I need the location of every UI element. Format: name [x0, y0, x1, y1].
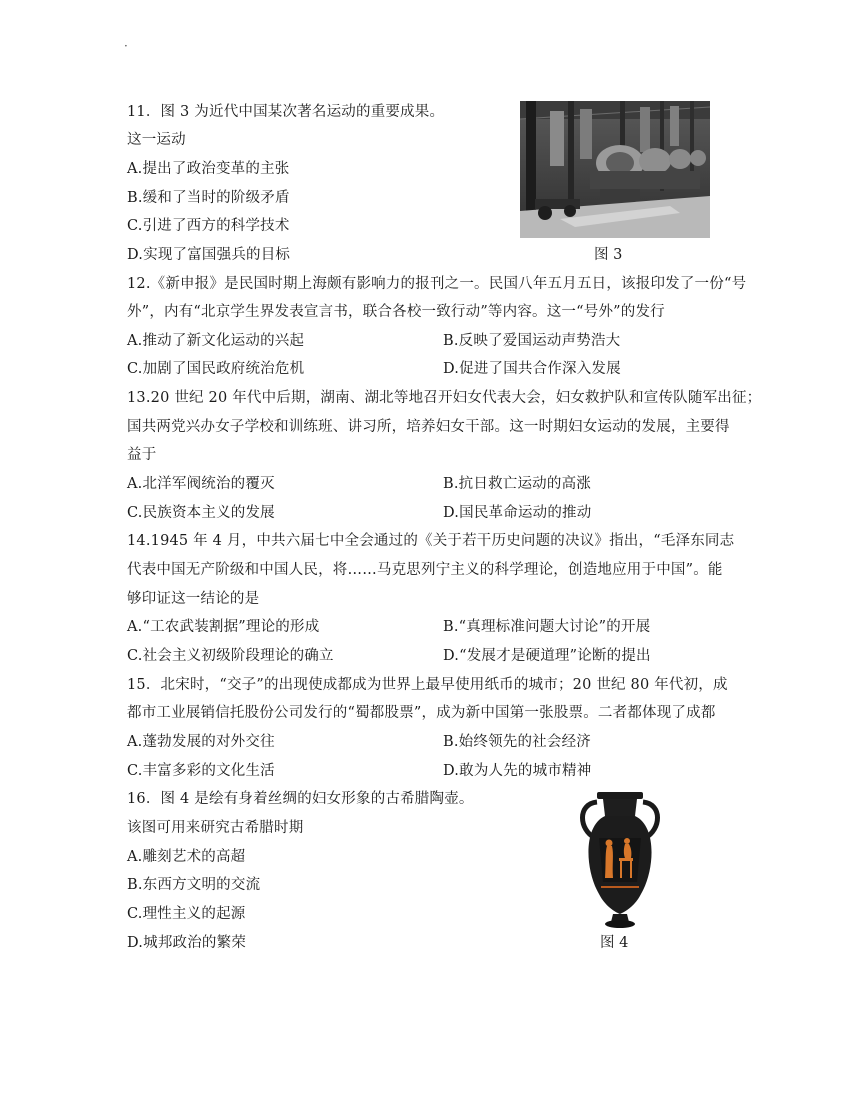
- q11-option-d[interactable]: D.实现了富国强兵的目标: [127, 247, 291, 263]
- q16-option-d[interactable]: D.城邦政治的繁荣: [127, 935, 247, 951]
- q14-option-a[interactable]: A.“工农武装割据”理论的形成: [127, 619, 320, 635]
- q15-option-c[interactable]: C.丰富多彩的文化生活: [127, 763, 275, 779]
- q14-stem-line-1: 14.1945 年 4 月，中共六届七中全会通过的《关于若干历史问题的决议》指出，“毛泽东同志: [127, 533, 735, 549]
- factory-photo-icon: [520, 101, 710, 238]
- q11-stem-line-1: 11．图 3 为近代中国某次著名运动的重要成果。: [127, 104, 445, 120]
- q11-option-b[interactable]: B.缓和了当时的阶级矛盾: [127, 190, 290, 206]
- q11-option-a[interactable]: A.提出了政治变革的主张: [127, 161, 290, 177]
- q12-stem-line-2: 外”，内有“北京学生界发表宣言书，联合各校一致行动”等内容。这一“号外”的发行: [127, 304, 665, 320]
- q13-option-a[interactable]: A.北洋军阀统治的覆灭: [127, 476, 275, 492]
- q15-option-d[interactable]: D.敢为人先的城市精神: [443, 763, 592, 779]
- q13-stem-line-2: 国共两党兴办女子学校和训练班、讲习所，培养妇女干部。这一时期妇女运动的发展，主要得: [127, 419, 730, 435]
- q12-option-d[interactable]: D.促进了国共合作深入发展: [443, 361, 621, 377]
- q13-option-c[interactable]: C.民族资本主义的发展: [127, 505, 275, 521]
- q15-stem-line-2: 都市工业展销信托股份公司发行的“蜀都股票”，成为新中国第一张股票。二者都体现了成都: [127, 705, 716, 721]
- greek-amphora: [575, 790, 665, 932]
- q14-stem-line-2: 代表中国无产阶级和中国人民，将……马克思列宁主义的科学理论，创造地应用于中国”。能: [127, 562, 723, 578]
- figure-4-caption: 图 4: [600, 935, 629, 951]
- greek-amphora-icon: [575, 790, 665, 932]
- figure-3-caption: 图 3: [594, 247, 623, 263]
- q13-option-b[interactable]: B.抗日救亡运动的高涨: [443, 476, 591, 492]
- q13-stem-line-3: 益于: [127, 447, 157, 463]
- q14-option-b[interactable]: B.“真理标准问题大讨论”的开展: [443, 619, 651, 635]
- q12-option-a[interactable]: A.推动了新文化运动的兴起: [127, 333, 305, 349]
- q16-stem-line-2: 该图可用来研究古希腊时期: [127, 820, 304, 836]
- q13-option-d[interactable]: D.国民革命运动的推动: [443, 505, 592, 521]
- q15-option-b[interactable]: B.始终领先的社会经济: [443, 734, 591, 750]
- q12-option-c[interactable]: C.加剧了国民政府统治危机: [127, 361, 305, 377]
- q14-stem-line-3: 够印证这一结论的是: [127, 591, 260, 607]
- header-mark: ·: [124, 39, 128, 53]
- q13-stem-line-1: 13.20 世纪 20 年代中后期，湖南、湖北等地召开妇女代表大会，妇女救护队和宣传队随军出征；: [127, 390, 762, 406]
- q14-option-c[interactable]: C.社会主义初级阶段理论的确立: [127, 648, 334, 664]
- factory-photo: [520, 101, 710, 238]
- q14-option-d[interactable]: D.“发展才是硬道理”论断的提出: [443, 648, 651, 664]
- q15-stem-line-1: 15．北宋时，“交子”的出现使成都成为世界上最早使用纸币的城市；20 世纪 80 年代初，成: [127, 677, 728, 693]
- q16-option-a[interactable]: A.雕刻艺术的高超: [127, 849, 246, 865]
- q11-stem-line-2: 这一运动: [127, 132, 186, 148]
- q11-option-c[interactable]: C.引进了西方的科学技术: [127, 218, 290, 234]
- q12-option-b[interactable]: B.反映了爱国运动声势浩大: [443, 333, 621, 349]
- q16-stem-line-1: 16．图 4 是绘有身着丝绸的妇女形象的古希腊陶壶。: [127, 791, 474, 807]
- q16-option-c[interactable]: C.理性主义的起源: [127, 906, 246, 922]
- q12-stem-line-1: 12.《新申报》是民国时期上海颇有影响力的报刊之一。民国八年五月五日，该报印发了一份“号: [127, 276, 747, 292]
- q16-option-b[interactable]: B.东西方文明的交流: [127, 877, 261, 893]
- q15-option-a[interactable]: A.蓬勃发展的对外交往: [127, 734, 275, 750]
